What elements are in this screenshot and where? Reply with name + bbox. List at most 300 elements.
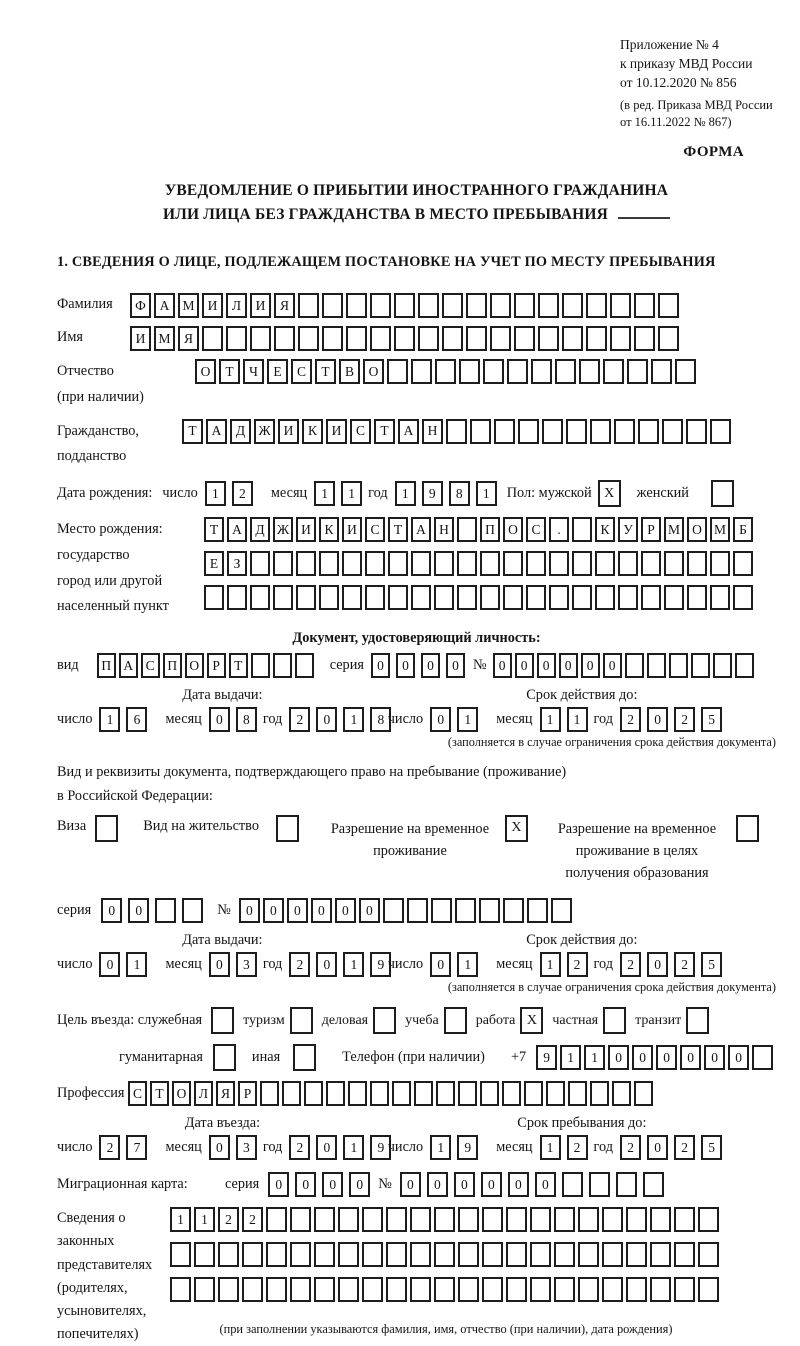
- char-cell[interactable]: 0: [581, 653, 600, 678]
- char-cell[interactable]: [242, 1242, 263, 1267]
- char-cell[interactable]: И: [342, 517, 362, 542]
- char-cell[interactable]: 3: [236, 952, 257, 977]
- checkbox-temp-residence-education[interactable]: [736, 815, 759, 842]
- char-cell[interactable]: [586, 293, 607, 318]
- char-cell[interactable]: [483, 359, 504, 384]
- char-cell[interactable]: 9: [370, 1135, 391, 1160]
- char-cell[interactable]: 1: [457, 952, 478, 977]
- char-cell[interactable]: [466, 293, 487, 318]
- char-cell[interactable]: 1: [99, 707, 120, 732]
- char-cell[interactable]: [434, 551, 454, 576]
- char-cell[interactable]: Т: [315, 359, 336, 384]
- char-cell[interactable]: [531, 359, 552, 384]
- char-cell[interactable]: 0: [101, 898, 122, 923]
- char-cell[interactable]: 2: [620, 1135, 641, 1160]
- char-cell[interactable]: 2: [289, 1135, 310, 1160]
- char-cell[interactable]: Т: [229, 653, 248, 678]
- char-cell[interactable]: 1: [314, 481, 335, 506]
- char-cell[interactable]: Д: [230, 419, 251, 444]
- char-cell[interactable]: [710, 551, 730, 576]
- char-cell[interactable]: Т: [374, 419, 395, 444]
- char-cell[interactable]: [386, 1207, 407, 1232]
- char-cell[interactable]: [346, 293, 367, 318]
- char-cell[interactable]: [370, 1081, 389, 1106]
- char-cell[interactable]: 1: [540, 952, 561, 977]
- char-cell[interactable]: С: [526, 517, 546, 542]
- char-cell[interactable]: 5: [701, 1135, 722, 1160]
- char-cell[interactable]: 0: [359, 898, 380, 923]
- char-cell[interactable]: 0: [704, 1045, 725, 1070]
- char-cell[interactable]: 2: [567, 952, 588, 977]
- char-cell[interactable]: [658, 293, 679, 318]
- char-cell[interactable]: [470, 419, 491, 444]
- char-cell[interactable]: 2: [289, 952, 310, 977]
- char-cell[interactable]: 0: [209, 952, 230, 977]
- char-cell[interactable]: [650, 1277, 671, 1302]
- char-cell[interactable]: [170, 1242, 191, 1267]
- char-cell[interactable]: [411, 359, 432, 384]
- char-cell[interactable]: [616, 1172, 637, 1197]
- char-cell[interactable]: [322, 293, 343, 318]
- char-cell[interactable]: 0: [400, 1172, 421, 1197]
- char-cell[interactable]: П: [163, 653, 182, 678]
- char-cell[interactable]: [518, 419, 539, 444]
- char-cell[interactable]: [546, 1081, 565, 1106]
- char-cell[interactable]: 0: [316, 707, 337, 732]
- char-cell[interactable]: [687, 551, 707, 576]
- char-cell[interactable]: [370, 293, 391, 318]
- char-cell[interactable]: 1: [205, 481, 226, 506]
- char-cell[interactable]: [554, 1207, 575, 1232]
- char-cell[interactable]: [710, 585, 730, 610]
- char-cell[interactable]: [296, 551, 316, 576]
- char-cell[interactable]: Я: [216, 1081, 235, 1106]
- checkbox-residence-permit[interactable]: [276, 815, 299, 842]
- char-cell[interactable]: [698, 1207, 719, 1232]
- char-cell[interactable]: [634, 326, 655, 351]
- char-cell[interactable]: [562, 293, 583, 318]
- char-cell[interactable]: 0: [608, 1045, 629, 1070]
- char-cell[interactable]: [503, 898, 524, 923]
- char-cell[interactable]: [514, 326, 535, 351]
- char-cell[interactable]: А: [227, 517, 247, 542]
- char-cell[interactable]: [251, 653, 270, 678]
- char-cell[interactable]: [554, 1242, 575, 1267]
- checkbox-work[interactable]: X: [520, 1007, 543, 1034]
- char-cell[interactable]: С: [128, 1081, 147, 1106]
- char-cell[interactable]: И: [326, 419, 347, 444]
- char-cell[interactable]: [506, 1277, 527, 1302]
- char-cell[interactable]: [595, 551, 615, 576]
- char-cell[interactable]: 0: [603, 653, 622, 678]
- char-cell[interactable]: [602, 1242, 623, 1267]
- char-cell[interactable]: 1: [457, 707, 478, 732]
- char-cell[interactable]: 0: [680, 1045, 701, 1070]
- char-cell[interactable]: 0: [396, 653, 415, 678]
- char-cell[interactable]: [618, 585, 638, 610]
- char-cell[interactable]: У: [618, 517, 638, 542]
- char-cell[interactable]: [479, 898, 500, 923]
- char-cell[interactable]: 0: [559, 653, 578, 678]
- char-cell[interactable]: [603, 359, 624, 384]
- char-cell[interactable]: С: [291, 359, 312, 384]
- char-cell[interactable]: [431, 898, 452, 923]
- char-cell[interactable]: Р: [207, 653, 226, 678]
- char-cell[interactable]: 1: [540, 1135, 561, 1160]
- char-cell[interactable]: [346, 326, 367, 351]
- char-cell[interactable]: [526, 551, 546, 576]
- char-cell[interactable]: [733, 585, 753, 610]
- char-cell[interactable]: [342, 551, 362, 576]
- char-cell[interactable]: 0: [656, 1045, 677, 1070]
- char-cell[interactable]: [388, 585, 408, 610]
- char-cell[interactable]: 0: [287, 898, 308, 923]
- char-cell[interactable]: [590, 1081, 609, 1106]
- char-cell[interactable]: [386, 1277, 407, 1302]
- char-cell[interactable]: [480, 585, 500, 610]
- char-cell[interactable]: 0: [316, 1135, 337, 1160]
- char-cell[interactable]: 0: [268, 1172, 289, 1197]
- char-cell[interactable]: [182, 898, 203, 923]
- checkbox-business[interactable]: [373, 1007, 396, 1034]
- char-cell[interactable]: [407, 898, 428, 923]
- char-cell[interactable]: Ж: [254, 419, 275, 444]
- char-cell[interactable]: [298, 326, 319, 351]
- char-cell[interactable]: Л: [226, 293, 247, 318]
- char-cell[interactable]: [662, 419, 683, 444]
- char-cell[interactable]: 1: [126, 952, 147, 977]
- char-cell[interactable]: 9: [457, 1135, 478, 1160]
- char-cell[interactable]: [260, 1081, 279, 1106]
- char-cell[interactable]: [626, 1242, 647, 1267]
- char-cell[interactable]: [434, 585, 454, 610]
- char-cell[interactable]: [506, 1207, 527, 1232]
- char-cell[interactable]: [650, 1242, 671, 1267]
- char-cell[interactable]: М: [664, 517, 684, 542]
- char-cell[interactable]: Т: [150, 1081, 169, 1106]
- char-cell[interactable]: Т: [204, 517, 224, 542]
- char-cell[interactable]: 0: [508, 1172, 529, 1197]
- char-cell[interactable]: [674, 1207, 695, 1232]
- char-cell[interactable]: [458, 1207, 479, 1232]
- char-cell[interactable]: [326, 1081, 345, 1106]
- char-cell[interactable]: [466, 326, 487, 351]
- char-cell[interactable]: [155, 898, 176, 923]
- char-cell[interactable]: 1: [341, 481, 362, 506]
- char-cell[interactable]: А: [154, 293, 175, 318]
- char-cell[interactable]: [218, 1277, 239, 1302]
- char-cell[interactable]: [641, 585, 661, 610]
- char-cell[interactable]: [669, 653, 688, 678]
- char-cell[interactable]: 0: [430, 952, 451, 977]
- char-cell[interactable]: [342, 585, 362, 610]
- char-cell[interactable]: [194, 1242, 215, 1267]
- char-cell[interactable]: Я: [274, 293, 295, 318]
- char-cell[interactable]: 2: [289, 707, 310, 732]
- char-cell[interactable]: 9: [536, 1045, 557, 1070]
- char-cell[interactable]: [664, 551, 684, 576]
- char-cell[interactable]: 0: [535, 1172, 556, 1197]
- char-cell[interactable]: [634, 293, 655, 318]
- char-cell[interactable]: 1: [476, 481, 497, 506]
- char-cell[interactable]: [446, 419, 467, 444]
- char-cell[interactable]: [338, 1207, 359, 1232]
- char-cell[interactable]: [562, 1172, 583, 1197]
- char-cell[interactable]: [674, 1242, 695, 1267]
- char-cell[interactable]: [410, 1277, 431, 1302]
- char-cell[interactable]: [250, 551, 270, 576]
- char-cell[interactable]: [296, 585, 316, 610]
- char-cell[interactable]: О: [687, 517, 707, 542]
- char-cell[interactable]: [338, 1242, 359, 1267]
- char-cell[interactable]: [250, 585, 270, 610]
- char-cell[interactable]: [530, 1242, 551, 1267]
- checkbox-humanitarian[interactable]: [213, 1044, 236, 1071]
- char-cell[interactable]: [290, 1277, 311, 1302]
- char-cell[interactable]: 1: [343, 952, 364, 977]
- char-cell[interactable]: 0: [209, 1135, 230, 1160]
- char-cell[interactable]: 9: [422, 481, 443, 506]
- char-cell[interactable]: 1: [395, 481, 416, 506]
- char-cell[interactable]: [202, 326, 223, 351]
- char-cell[interactable]: А: [411, 517, 431, 542]
- char-cell[interactable]: 2: [620, 707, 641, 732]
- char-cell[interactable]: [578, 1242, 599, 1267]
- char-cell[interactable]: [442, 293, 463, 318]
- char-cell[interactable]: 8: [236, 707, 257, 732]
- char-cell[interactable]: [304, 1081, 323, 1106]
- char-cell[interactable]: [602, 1207, 623, 1232]
- checkbox-other[interactable]: [293, 1044, 316, 1071]
- char-cell[interactable]: И: [250, 293, 271, 318]
- char-cell[interactable]: Н: [422, 419, 443, 444]
- char-cell[interactable]: 0: [316, 952, 337, 977]
- char-cell[interactable]: [319, 551, 339, 576]
- char-cell[interactable]: [362, 1207, 383, 1232]
- char-cell[interactable]: З: [227, 551, 247, 576]
- char-cell[interactable]: [735, 653, 754, 678]
- char-cell[interactable]: [457, 517, 477, 542]
- char-cell[interactable]: [458, 1242, 479, 1267]
- char-cell[interactable]: 0: [427, 1172, 448, 1197]
- char-cell[interactable]: Т: [182, 419, 203, 444]
- char-cell[interactable]: [392, 1081, 411, 1106]
- char-cell[interactable]: [194, 1277, 215, 1302]
- char-cell[interactable]: [589, 1172, 610, 1197]
- char-cell[interactable]: [482, 1277, 503, 1302]
- char-cell[interactable]: М: [710, 517, 730, 542]
- char-cell[interactable]: [626, 1277, 647, 1302]
- char-cell[interactable]: 1: [194, 1207, 215, 1232]
- char-cell[interactable]: А: [119, 653, 138, 678]
- char-cell[interactable]: [542, 419, 563, 444]
- char-cell[interactable]: 9: [370, 952, 391, 977]
- char-cell[interactable]: .: [549, 517, 569, 542]
- char-cell[interactable]: [319, 585, 339, 610]
- char-cell[interactable]: 0: [446, 653, 465, 678]
- char-cell[interactable]: [266, 1242, 287, 1267]
- char-cell[interactable]: 0: [647, 952, 668, 977]
- char-cell[interactable]: [218, 1242, 239, 1267]
- char-cell[interactable]: Т: [388, 517, 408, 542]
- char-cell[interactable]: [494, 419, 515, 444]
- char-cell[interactable]: 2: [674, 1135, 695, 1160]
- char-cell[interactable]: [482, 1242, 503, 1267]
- char-cell[interactable]: Б: [733, 517, 753, 542]
- char-cell[interactable]: 2: [567, 1135, 588, 1160]
- char-cell[interactable]: 0: [371, 653, 390, 678]
- char-cell[interactable]: [480, 551, 500, 576]
- char-cell[interactable]: [457, 585, 477, 610]
- char-cell[interactable]: [733, 551, 753, 576]
- char-cell[interactable]: 2: [218, 1207, 239, 1232]
- char-cell[interactable]: [490, 326, 511, 351]
- char-cell[interactable]: 0: [349, 1172, 370, 1197]
- char-cell[interactable]: В: [339, 359, 360, 384]
- char-cell[interactable]: [572, 517, 592, 542]
- char-cell[interactable]: [370, 326, 391, 351]
- char-cell[interactable]: 1: [430, 1135, 451, 1160]
- checkbox-study[interactable]: [444, 1007, 467, 1034]
- char-cell[interactable]: [675, 359, 696, 384]
- char-cell[interactable]: [442, 326, 463, 351]
- char-cell[interactable]: [674, 1277, 695, 1302]
- char-cell[interactable]: 0: [209, 707, 230, 732]
- char-cell[interactable]: С: [141, 653, 160, 678]
- char-cell[interactable]: [538, 326, 559, 351]
- char-cell[interactable]: 2: [232, 481, 253, 506]
- char-cell[interactable]: 0: [239, 898, 260, 923]
- char-cell[interactable]: 0: [537, 653, 556, 678]
- char-cell[interactable]: [658, 326, 679, 351]
- char-cell[interactable]: [435, 359, 456, 384]
- char-cell[interactable]: [647, 653, 666, 678]
- char-cell[interactable]: [507, 359, 528, 384]
- char-cell[interactable]: 0: [728, 1045, 749, 1070]
- char-cell[interactable]: [566, 419, 587, 444]
- char-cell[interactable]: К: [595, 517, 615, 542]
- char-cell[interactable]: 0: [311, 898, 332, 923]
- checkbox-visa[interactable]: [95, 815, 118, 842]
- char-cell[interactable]: [549, 551, 569, 576]
- checkbox-private[interactable]: [603, 1007, 626, 1034]
- char-cell[interactable]: Р: [641, 517, 661, 542]
- char-cell[interactable]: 0: [632, 1045, 653, 1070]
- char-cell[interactable]: [227, 585, 247, 610]
- char-cell[interactable]: [698, 1277, 719, 1302]
- char-cell[interactable]: [527, 898, 548, 923]
- char-cell[interactable]: [482, 1207, 503, 1232]
- char-cell[interactable]: [502, 1081, 521, 1106]
- char-cell[interactable]: [273, 585, 293, 610]
- char-cell[interactable]: [602, 1277, 623, 1302]
- char-cell[interactable]: [506, 1242, 527, 1267]
- char-cell[interactable]: [170, 1277, 191, 1302]
- char-cell[interactable]: 0: [128, 898, 149, 923]
- char-cell[interactable]: 0: [430, 707, 451, 732]
- char-cell[interactable]: [554, 1277, 575, 1302]
- char-cell[interactable]: [383, 898, 404, 923]
- char-cell[interactable]: [643, 1172, 664, 1197]
- char-cell[interactable]: [274, 326, 295, 351]
- char-cell[interactable]: [503, 551, 523, 576]
- char-cell[interactable]: А: [398, 419, 419, 444]
- char-cell[interactable]: М: [154, 326, 175, 351]
- char-cell[interactable]: [394, 293, 415, 318]
- char-cell[interactable]: 0: [647, 707, 668, 732]
- char-cell[interactable]: [295, 653, 314, 678]
- char-cell[interactable]: [322, 326, 343, 351]
- char-cell[interactable]: [387, 359, 408, 384]
- char-cell[interactable]: И: [278, 419, 299, 444]
- char-cell[interactable]: [710, 419, 731, 444]
- char-cell[interactable]: 5: [701, 707, 722, 732]
- char-cell[interactable]: [752, 1045, 773, 1070]
- char-cell[interactable]: 2: [674, 707, 695, 732]
- char-cell[interactable]: [480, 1081, 499, 1106]
- char-cell[interactable]: [226, 326, 247, 351]
- char-cell[interactable]: [650, 1207, 671, 1232]
- char-cell[interactable]: 0: [421, 653, 440, 678]
- char-cell[interactable]: [273, 551, 293, 576]
- char-cell[interactable]: [290, 1242, 311, 1267]
- char-cell[interactable]: 0: [335, 898, 356, 923]
- char-cell[interactable]: 0: [493, 653, 512, 678]
- char-cell[interactable]: [627, 359, 648, 384]
- char-cell[interactable]: [562, 326, 583, 351]
- char-cell[interactable]: [698, 1242, 719, 1267]
- char-cell[interactable]: С: [350, 419, 371, 444]
- char-cell[interactable]: [457, 551, 477, 576]
- char-cell[interactable]: 0: [454, 1172, 475, 1197]
- char-cell[interactable]: С: [365, 517, 385, 542]
- char-cell[interactable]: [418, 293, 439, 318]
- char-cell[interactable]: [572, 585, 592, 610]
- char-cell[interactable]: И: [296, 517, 316, 542]
- char-cell[interactable]: Л: [194, 1081, 213, 1106]
- char-cell[interactable]: [362, 1277, 383, 1302]
- checkbox-temp-residence[interactable]: X: [505, 815, 528, 842]
- char-cell[interactable]: [414, 1081, 433, 1106]
- char-cell[interactable]: [586, 326, 607, 351]
- char-cell[interactable]: [434, 1207, 455, 1232]
- char-cell[interactable]: [410, 1242, 431, 1267]
- char-cell[interactable]: [388, 551, 408, 576]
- char-cell[interactable]: [434, 1242, 455, 1267]
- char-cell[interactable]: [386, 1242, 407, 1267]
- char-cell[interactable]: 3: [236, 1135, 257, 1160]
- char-cell[interactable]: Ф: [130, 293, 151, 318]
- char-cell[interactable]: О: [172, 1081, 191, 1106]
- char-cell[interactable]: 2: [99, 1135, 120, 1160]
- char-cell[interactable]: [459, 359, 480, 384]
- char-cell[interactable]: [418, 326, 439, 351]
- char-cell[interactable]: 2: [674, 952, 695, 977]
- char-cell[interactable]: Д: [250, 517, 270, 542]
- char-cell[interactable]: [590, 419, 611, 444]
- char-cell[interactable]: [524, 1081, 543, 1106]
- char-cell[interactable]: [538, 293, 559, 318]
- char-cell[interactable]: О: [503, 517, 523, 542]
- char-cell[interactable]: [242, 1277, 263, 1302]
- char-cell[interactable]: [568, 1081, 587, 1106]
- char-cell[interactable]: [436, 1081, 455, 1106]
- checkbox-tourism[interactable]: [290, 1007, 313, 1034]
- char-cell[interactable]: [691, 653, 710, 678]
- char-cell[interactable]: [455, 898, 476, 923]
- char-cell[interactable]: И: [130, 326, 151, 351]
- checkbox-female[interactable]: [711, 480, 734, 507]
